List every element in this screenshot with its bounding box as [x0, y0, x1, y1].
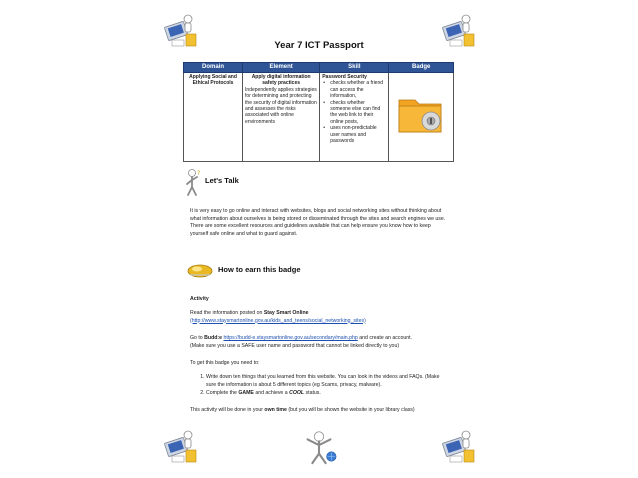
gold-nugget-icon [186, 260, 214, 278]
read-block [190, 310, 448, 325]
computer-figure-icon [438, 426, 478, 466]
element-body: Independently applies strategies for determining and protecting the security of digital information and assesses the risks associated with online environments [245, 86, 317, 125]
skill-cell [320, 73, 389, 162]
list-item [206, 390, 448, 398]
step2-cool: COOL [289, 390, 305, 397]
goto-prefix: Go to [190, 335, 203, 341]
computer-figure-icon [160, 426, 200, 466]
final-post: (but you will be shown the website in your library class) [288, 407, 415, 413]
final-note [190, 407, 450, 415]
final-pre: This activity will be done in your [190, 407, 263, 413]
element-title: Apply digital information safety practices [251, 74, 311, 87]
svg-text:?: ? [197, 170, 201, 177]
goto-block [190, 335, 448, 350]
activity-label: Activity [190, 296, 209, 302]
need-intro: To get this badge you need to: [190, 360, 260, 366]
read-text: Read the information posted on [190, 310, 263, 316]
step2-post: status. [305, 390, 321, 397]
skill-title: Password Security [322, 74, 367, 80]
page-title: Year 7 ICT Passport [274, 40, 364, 51]
final-bold: own time [264, 407, 287, 413]
folder-lock-icon [395, 88, 447, 140]
element-cell [243, 73, 320, 162]
table-row [184, 73, 454, 162]
stay-smart-online-name: Stay Smart Online [263, 310, 309, 316]
goto-suffix: and create an account. [359, 335, 412, 341]
person-question-icon [183, 168, 201, 196]
goto-note: (Make sure you use a SAFE user name and password that cannot be linked directly to you) [190, 342, 400, 349]
lets-talk-paragraph: It is very easy to go online and interact with websites, blogs and social networking sites without thinking about what information about ourselves is being stored or disseminated through the sites and search engines we use. There are some excellent resources and guidelines available that can help ensure you know how to keep yourself safe online and what to guard against. [190, 208, 446, 237]
step2-mid: and achieve a [255, 390, 288, 397]
header-domain: Domain [184, 63, 243, 73]
header-element: Element [243, 63, 320, 73]
list-item: • checks whether a friend can access the information, [330, 80, 386, 99]
stay-smart-online-link[interactable]: (http://www.staysmartonline.gov.au/kids_and_teens/social_networking_sites) [190, 317, 366, 324]
list-item: 1. Write down ten things that you learned from this website. You can look in the videos and FAQs. (Make sure the information is about 5 different topics (eg Scams, privacy, malware). [206, 374, 448, 389]
badge-cell [389, 73, 454, 162]
passport-table [183, 62, 454, 162]
step2-game: GAME [238, 390, 254, 397]
earn-heading: How to earn this badge [218, 265, 301, 274]
list-item: • checks whether someone else can find the web link to their online posts, [330, 100, 386, 126]
list-item: • uses non-predictable user names and passwords [330, 125, 386, 144]
budde-name: Budd:e [204, 335, 223, 341]
lets-talk-heading: Let's Talk [205, 176, 239, 185]
header-badge: Badge [389, 63, 454, 73]
globe-figure-icon [300, 428, 338, 466]
domain-cell: Applying Social and Ethical Protocols [184, 73, 243, 162]
budde-link[interactable]: https://budd-e.staysmartonline.gov.au/secondary/main.php [223, 335, 358, 341]
step2-pre: Complete the [206, 390, 237, 397]
header-skill: Skill [320, 63, 389, 73]
steps-list [192, 374, 448, 399]
